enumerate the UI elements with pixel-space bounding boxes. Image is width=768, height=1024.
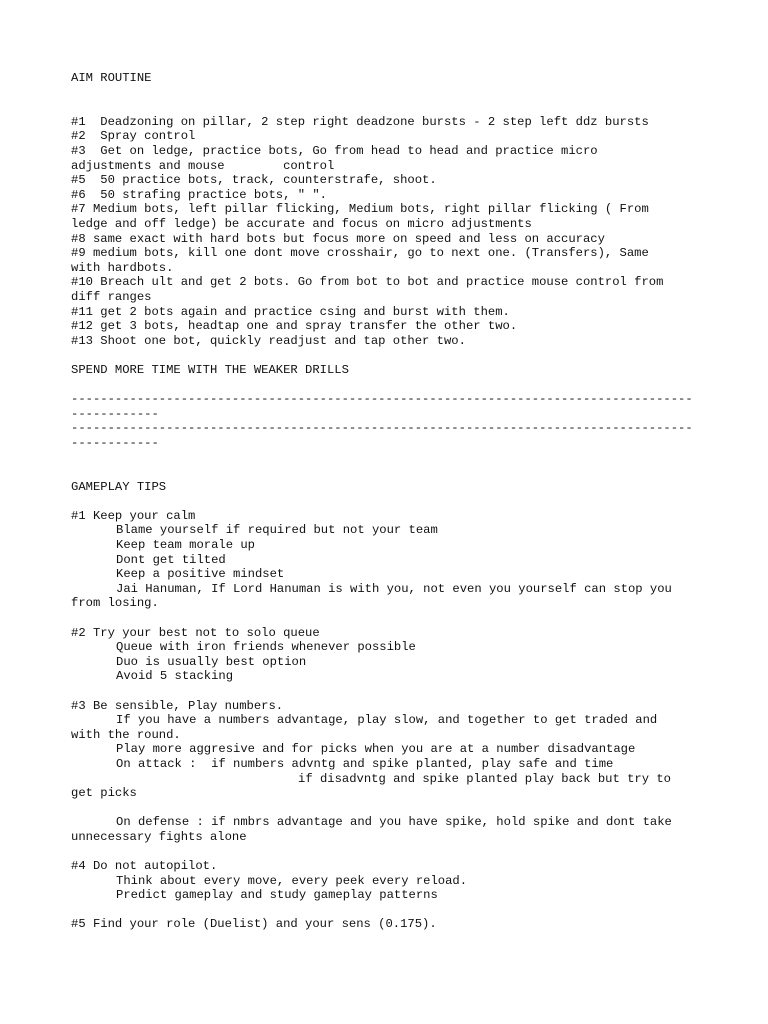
- tip-subitem: Think about every move, every peek every reload.: [116, 873, 468, 888]
- list-item: #12 get 3 bots, headtap one and spray transfer the other two.: [71, 319, 518, 334]
- document-page: [71, 71, 711, 932]
- tip-4: [71, 859, 711, 903]
- list-item: #10 Breach ult and get 2 bots. Go from bot to bot and practice mouse control from: [71, 275, 664, 290]
- tip-continuation: from losing.: [71, 596, 159, 611]
- tip-subitem: Play more aggresive and for picks when you are at a number disadvantage: [116, 742, 636, 757]
- list-item: ledge and off ledge) be accurate and focus on micro adjustments: [71, 216, 532, 231]
- list-item: #13 Shoot one bot, quickly readjust and tap other two.: [71, 333, 466, 348]
- separator-line: ------------: [71, 435, 159, 450]
- gameplay-tips-title: GAMEPLAY TIPS: [71, 479, 167, 494]
- list-item: #2 Spray control: [71, 129, 196, 144]
- tip-1: [71, 509, 711, 611]
- aim-routine-list: [71, 115, 711, 349]
- tip-subitem: Predict gameplay and study gameplay patterns: [116, 888, 438, 903]
- tip-3: [71, 699, 711, 845]
- tip-continuation: unnecessary fights alone: [71, 829, 247, 844]
- tip-subitem: Dont get tilted: [116, 552, 226, 567]
- list-item: #5 50 practice bots, track, counterstrafe, shoot.: [71, 173, 437, 188]
- tip-subitem: Avoid 5 stacking: [116, 669, 234, 684]
- list-item: #11 get 2 bots again and practice csing and burst with them.: [71, 304, 510, 319]
- list-item: #7 Medium bots, left pillar flicking, Medium bots, right pillar flicking ( From: [71, 202, 649, 217]
- tip-5: [71, 917, 711, 932]
- tip-continuation: get picks: [71, 786, 137, 801]
- tip-continuation: with the round.: [71, 727, 181, 742]
- list-item: #9 medium bots, kill one dont move crosshair, go to next one. (Transfers), Same: [71, 246, 649, 261]
- tip-subitem: if disadvntg and spike planted play back but try to: [298, 771, 671, 786]
- tip-subitem: Keep team morale up: [116, 538, 255, 552]
- aim-routine-title: AIM ROUTINE: [71, 71, 152, 85]
- separator-line: -------------------------------------------------------------------------------------: [71, 421, 693, 436]
- tip-subitem: Queue with iron friends whenever possible: [116, 640, 416, 655]
- list-item: diff ranges: [71, 289, 152, 304]
- tip-subitem: Keep a positive mindset: [116, 567, 285, 582]
- separator: [71, 392, 711, 450]
- tip-subitem: If you have a numbers advantage, play slow, and together to get traded and: [116, 713, 658, 728]
- tip-heading: #3 Be sensible, Play numbers.: [71, 698, 284, 713]
- tip-subitem: Duo is usually best option: [116, 654, 307, 669]
- list-item: #6 50 strafing practice bots, " ".: [71, 187, 327, 202]
- separator-line: ------------: [71, 406, 159, 421]
- aim-routine-note: SPEND MORE TIME WITH THE WEAKER DRILLS: [71, 362, 349, 377]
- tip-subitem: Jai Hanuman, If Lord Hanuman is with you, not even you yourself can stop you: [116, 581, 672, 596]
- list-item: adjustments and mouse control: [71, 158, 335, 173]
- list-item: #1 Deadzoning on pillar, 2 step right deadzone bursts - 2 step left ddz bursts: [71, 114, 649, 129]
- tip-heading: #4 Do not autopilot.: [71, 859, 218, 874]
- list-item: with hardbots.: [71, 260, 174, 275]
- tip-heading: #1 Keep your calm: [71, 508, 196, 523]
- tip-heading: #2 Try your best not to solo queue: [71, 625, 320, 640]
- list-item: #8 same exact with hard bots but focus more on speed and less on accuracy: [71, 231, 605, 246]
- tip-subitem: On attack : if numbers advntg and spike planted, play safe and time: [116, 756, 614, 771]
- tip-subitem: Blame yourself if required but not your team: [116, 523, 438, 538]
- tip-heading: #5 Find your role (Duelist) and your sens (0.175).: [71, 917, 437, 932]
- separator-line: -------------------------------------------------------------------------------------: [71, 392, 693, 407]
- tip-2: [71, 626, 711, 684]
- list-item: #3 Get on ledge, practice bots, Go from head to head and practice micro: [71, 143, 598, 158]
- tip-subitem: On defense : if nmbrs advantage and you have spike, hold spike and dont take: [116, 815, 672, 830]
